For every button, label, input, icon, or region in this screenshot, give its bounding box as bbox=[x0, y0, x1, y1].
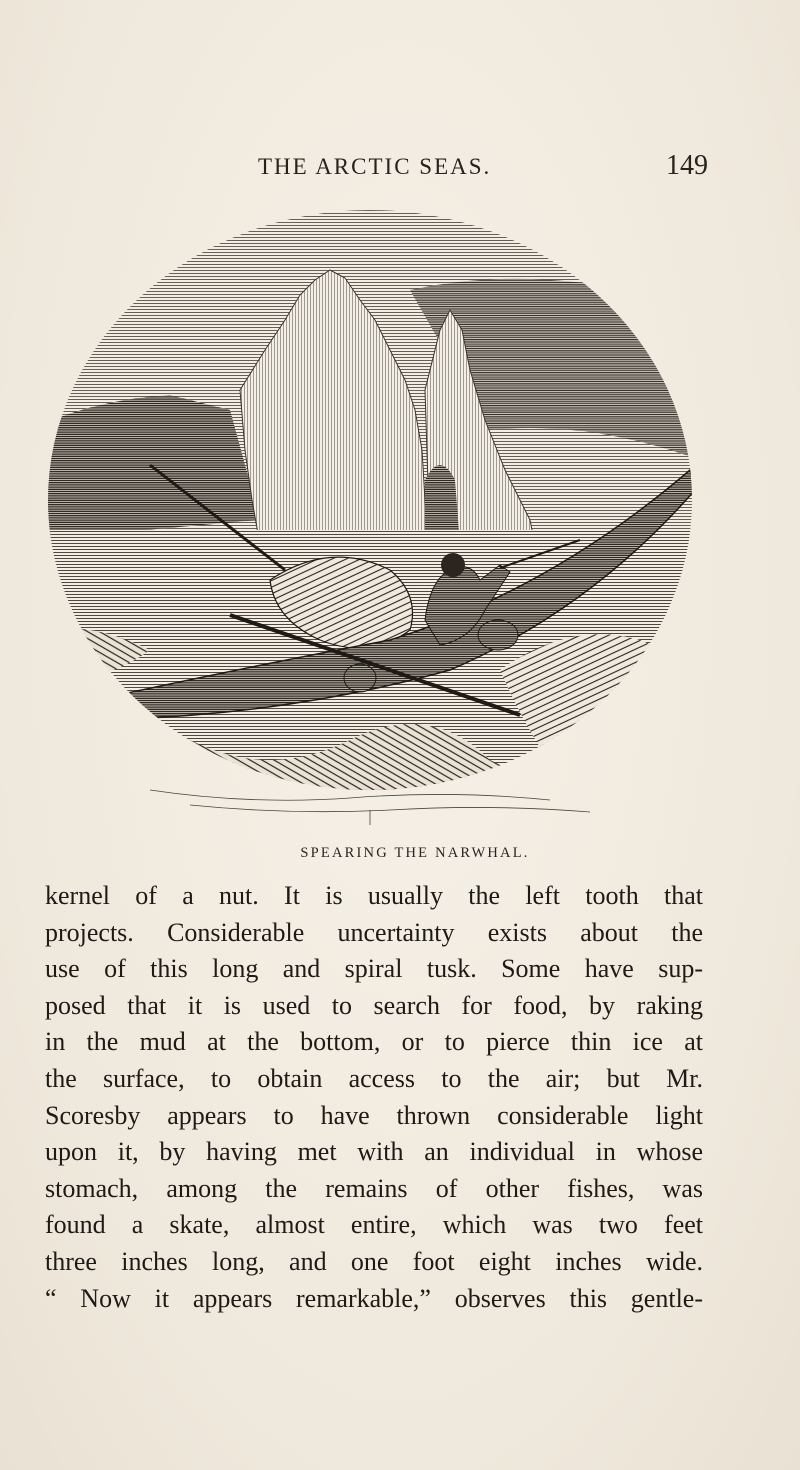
engraving-illustration bbox=[30, 200, 700, 825]
body-paragraph bbox=[45, 878, 703, 1317]
text-line: stomach, among the remains of other fishes, was bbox=[45, 1173, 703, 1203]
page-header bbox=[258, 150, 708, 190]
text-line: kernel of a nut. It is usually the left tooth that bbox=[45, 881, 703, 910]
text-line: Scoresby appears to have thrown considerable light bbox=[45, 1100, 703, 1130]
text-line: posed that it is used to search for food, by raking bbox=[45, 990, 703, 1020]
text-line: upon it, by having met with an individual in whose bbox=[45, 1137, 703, 1167]
engraving-image bbox=[30, 200, 700, 825]
illustration-caption: SPEARING THE NARWHAL. bbox=[300, 845, 530, 861]
text-line: found a skate, almost entire, which was two feet bbox=[45, 1210, 703, 1240]
text-line: the surface, to obtain access to the air; but Mr. bbox=[45, 1063, 703, 1093]
text-line: “ Now it appears remarkable,” observes this gentle- bbox=[45, 1283, 703, 1313]
text-line: in the mud at the bottom, or to pierce thin ice at bbox=[45, 1027, 703, 1057]
running-head: THE ARCTIC SEAS. bbox=[258, 154, 492, 179]
text-line: use of this long and spiral tusk. Some have sup- bbox=[45, 954, 703, 984]
text-line: three inches long, and one foot eight inches wide. bbox=[45, 1246, 703, 1276]
page-number: 149 bbox=[666, 150, 708, 181]
text-line: projects. Considerable uncertainty exists about the bbox=[45, 917, 703, 947]
